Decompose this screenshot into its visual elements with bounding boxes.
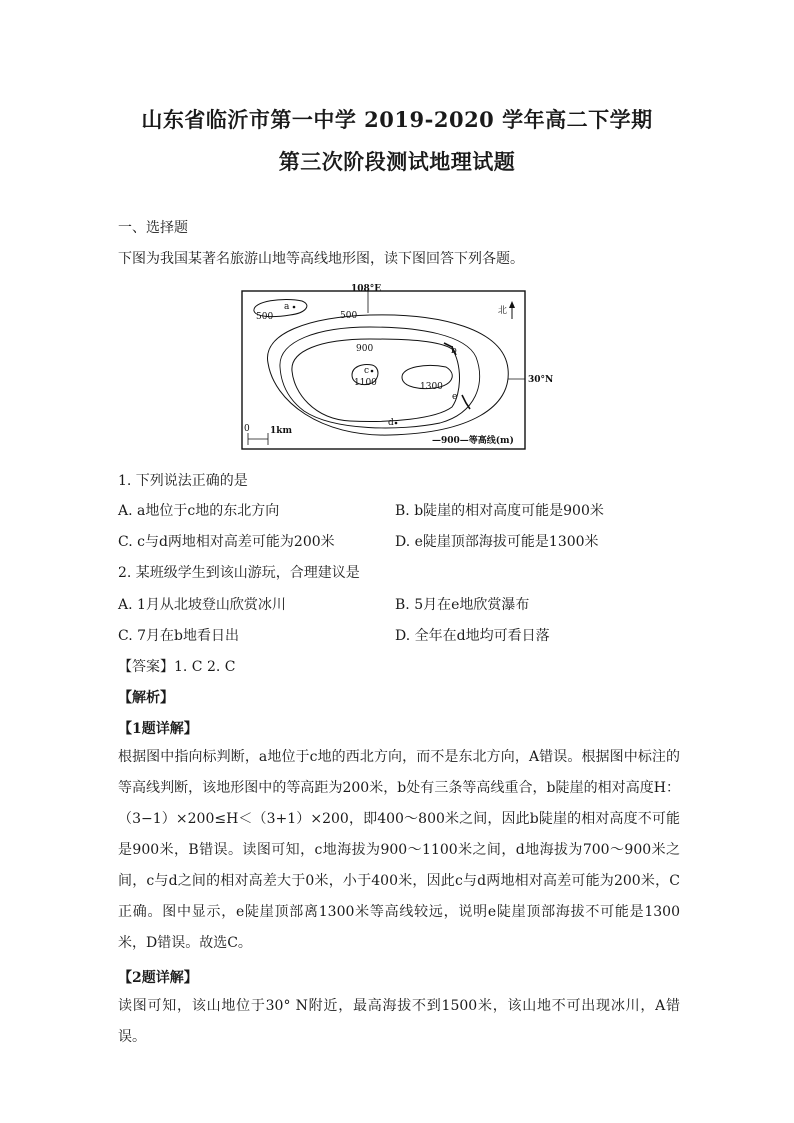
contour-label-500: 500 — [340, 311, 358, 321]
point-d: d — [388, 418, 394, 428]
q2-option-a: A. 1月从北坡登山欣赏冰川 — [118, 597, 286, 613]
point-b: b — [451, 346, 457, 356]
analysis-heading: 【解析】 — [118, 690, 174, 706]
q2-option-c: C. 7月在b地看日出 — [118, 628, 239, 644]
longitude-label: 108°E — [351, 284, 382, 294]
point-c: c — [364, 366, 370, 376]
north-arrowhead-icon — [509, 301, 515, 308]
answer-line: 【答案】1. C 2. C — [118, 659, 236, 675]
document-title-line1: 山东省临沂市第一中学 2019-2020 学年高二下学期 — [141, 107, 653, 132]
detail2-heading: 【2题详解】 — [118, 970, 198, 986]
scale-unit: 1km — [270, 426, 293, 436]
contour-label-1300: 1300 — [420, 382, 443, 392]
map-legend: —900—等高线(m) — [432, 436, 514, 446]
detail1-body: 根据图中指向标判断，a地位于c地的西北方向，而不是东北方向，A错误。根据图中标注的等高线判断，该地形图中的等高距为200米，b处有三条等高线重合，b陡崖的相对高度H：（3−1）×200≤H＜（3+1）×200，即400～800米之间，因此b陡崖的相对高度不可能是900米，B错误。读图可知，c地海拔为900～1100米之间，d地海拔为700～900米之间，c与d之间的相对高差大于0米，小于400米，因此c与d两地相对高差可能为200米，C正确。图中显示，e陡崖顶部离1300米等高线较远，说明e陡崖顶部海拔不可能是1300米，D错误。故选C。 — [118, 749, 680, 951]
document-title-line2: 第三次阶段测试地理试题 — [278, 149, 516, 174]
point-c-dot — [371, 370, 374, 373]
q1-option-c: C. c与d两地相对高差可能为200米 — [118, 534, 335, 550]
latitude-label: 30°N — [528, 375, 554, 385]
scale-zero: 0 — [244, 424, 250, 434]
q1-option-a: A. a地位于c地的东北方向 — [118, 503, 280, 519]
cliff-e — [462, 395, 470, 409]
q1-stem: 1. 下列说法正确的是 — [118, 473, 248, 489]
point-a-dot — [293, 306, 296, 309]
question-intro: 下图为我国某著名旅游山地等高线地形图，读下图回答下列各题。 — [118, 251, 524, 267]
q2-stem: 2. 某班级学生到该山游玩，合理建议是 — [118, 565, 360, 581]
point-e: e — [452, 392, 458, 402]
q1-option-b: B. b陡崖的相对高度可能是900米 — [395, 503, 604, 519]
detail1-heading: 【1题详解】 — [118, 721, 198, 737]
contour-700 — [280, 327, 480, 428]
contour-label-500-small: 500 — [256, 312, 274, 322]
section-heading: 一、选择题 — [118, 220, 188, 236]
q2-option-d: D. 全年在d地均可看日落 — [395, 628, 550, 644]
detail2-body: 读图可知，该山地位于30° N附近，最高海拔不到1500米，该山地不可出现冰川，A错误。 — [118, 998, 680, 1045]
contour-label-900: 900 — [356, 344, 374, 354]
contour-label-1100: 1100 — [354, 378, 377, 388]
point-d-dot — [395, 422, 398, 425]
q1-option-d: D. e陡崖顶部海拔可能是1300米 — [395, 534, 599, 550]
point-a: a — [284, 302, 290, 312]
north-label: 北 — [498, 306, 508, 316]
contour-map-figure — [240, 283, 554, 451]
q2-option-b: B. 5月在e地欣赏瀑布 — [395, 597, 530, 613]
